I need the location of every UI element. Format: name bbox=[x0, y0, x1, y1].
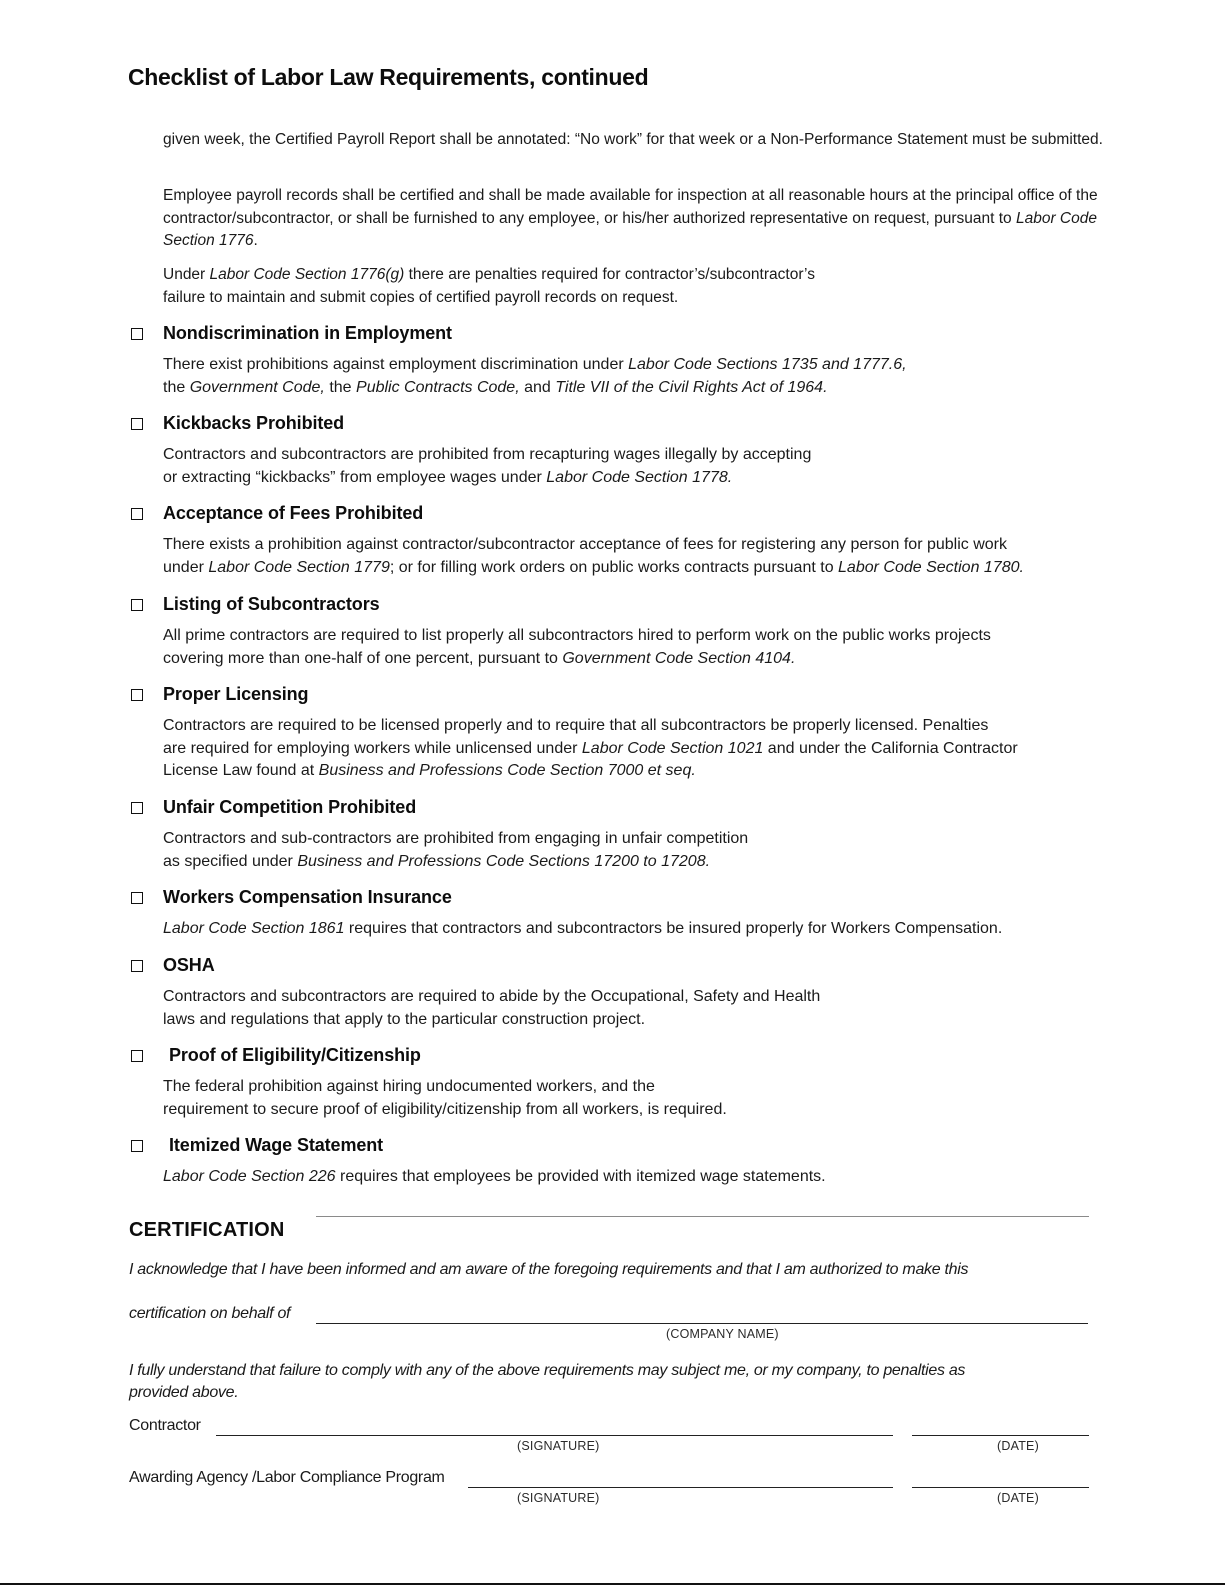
checklist-item bbox=[128, 887, 1108, 941]
checklist-item-description bbox=[163, 625, 1108, 670]
checklist-item bbox=[128, 594, 1108, 670]
checklist-item-title: OSHA bbox=[163, 955, 215, 975]
checklist-item-title: Itemized Wage Statement bbox=[169, 1135, 384, 1155]
contractor-date-caption: (DATE) bbox=[997, 1439, 1039, 1453]
description-text: and under the California Contractor bbox=[763, 739, 1018, 757]
checklist-item-header bbox=[128, 1135, 1108, 1159]
legal-citation: Government Code, bbox=[189, 378, 325, 396]
checklist-item-header bbox=[128, 413, 1108, 437]
checklist-item-title: Listing of Subcontractors bbox=[163, 594, 380, 614]
checklist-item bbox=[128, 1045, 1108, 1121]
checklist-item-title: Workers Compensation Insurance bbox=[163, 887, 452, 907]
checklist-item-description bbox=[163, 828, 1108, 873]
checklist-item-description bbox=[163, 1166, 1108, 1189]
intro-paragraph-3-citation: Labor Code Section 1776(g) bbox=[209, 266, 405, 283]
contractor-signature-field[interactable] bbox=[216, 1435, 893, 1436]
checklist-checkbox[interactable] bbox=[131, 802, 143, 814]
checklist-item-description bbox=[163, 444, 1108, 489]
contractor-label: Contractor bbox=[129, 1417, 201, 1434]
intro-paragraph-2-end: . bbox=[253, 232, 258, 249]
checklist-item-header bbox=[128, 594, 1108, 618]
legal-citation: Labor Code Section 1861 bbox=[163, 920, 345, 937]
description-text: License Law found at bbox=[163, 762, 319, 779]
legal-citation: Labor Code Section 1779 bbox=[208, 558, 390, 576]
checklist-item-title: Proper Licensing bbox=[163, 684, 309, 704]
checklist-item-header bbox=[128, 684, 1108, 708]
checklist-item-header bbox=[128, 1045, 1108, 1069]
description-text: the bbox=[163, 378, 190, 396]
checklist-item bbox=[128, 323, 1108, 399]
intro-paragraph-2 bbox=[163, 185, 1108, 253]
checklist-item-description bbox=[163, 354, 1108, 399]
checklist-item-header bbox=[128, 797, 1108, 821]
certification-title: CERTIFICATION bbox=[129, 1219, 285, 1241]
checklist-item-description bbox=[163, 986, 1108, 1031]
description-text: the bbox=[324, 378, 357, 396]
checklist-item bbox=[128, 955, 1108, 1031]
description-text: There exists a prohibition against contractor/subcontractor acceptance of fees for registering any person for public work bbox=[163, 536, 1007, 553]
legal-citation: Title VII of the Civil Rights Act of 1964. bbox=[555, 378, 828, 396]
checklist-checkbox[interactable] bbox=[131, 418, 143, 430]
certification-behalf-label: certification on behalf of bbox=[129, 1305, 291, 1322]
company-name-field[interactable] bbox=[316, 1323, 1088, 1324]
checklist-item bbox=[128, 503, 1108, 579]
page-title: Checklist of Labor Law Requirements, continued bbox=[128, 64, 649, 90]
checklist-checkbox[interactable] bbox=[131, 1140, 143, 1152]
legal-citation: Business and Professions Code Section 7000 et seq. bbox=[318, 762, 696, 779]
legal-citation: Labor Code Section 226 bbox=[163, 1168, 336, 1185]
legal-citation: Labor Code Sections 1735 and 1777.6, bbox=[628, 356, 907, 373]
agency-date-field[interactable] bbox=[912, 1487, 1089, 1488]
certification-divider bbox=[316, 1216, 1089, 1217]
description-text: and bbox=[519, 378, 556, 396]
description-text: The federal prohibition against hiring undocumented workers, and the bbox=[163, 1078, 655, 1095]
checklist-checkbox[interactable] bbox=[131, 599, 143, 611]
checklist-checkbox[interactable] bbox=[131, 960, 143, 972]
checklist-item-title: Nondiscrimination in Employment bbox=[163, 323, 452, 343]
checklist-item-title: Unfair Competition Prohibited bbox=[163, 797, 417, 817]
checklist-item bbox=[128, 413, 1108, 489]
description-text: under bbox=[163, 558, 209, 576]
certification-understand-line2: provided above. bbox=[129, 1384, 239, 1401]
description-text: as specified under bbox=[163, 852, 298, 870]
description-text: All prime contractors are required to list properly all subcontractors hired to perform work on the public works projects bbox=[163, 627, 991, 644]
checklist-item-description bbox=[163, 534, 1108, 579]
intro-paragraph-2-text: Employee payroll records shall be certified and shall be made available for inspection at all reasonable hours at the principal office of the contractor/subcontractor, or shall be furnished to any employee, or his/her authorized representative on request, pursuant to bbox=[163, 187, 1098, 227]
checklist-checkbox[interactable] bbox=[131, 328, 143, 340]
intro-paragraph-2-citation: Labor Code Section 1776 bbox=[163, 209, 1097, 249]
intro-paragraph-3-pre: Under bbox=[163, 266, 210, 283]
description-text: There exist prohibitions against employment discrimination under bbox=[163, 356, 629, 373]
checklist-item-header bbox=[128, 323, 1108, 347]
certification-understand-text bbox=[129, 1360, 965, 1404]
legal-citation: Labor Code Section 1780. bbox=[838, 558, 1024, 576]
checklist-checkbox[interactable] bbox=[131, 892, 143, 904]
checklist-item-description bbox=[163, 918, 1108, 941]
description-text: Contractors and sub-contractors are prohibited from engaging in unfair competition bbox=[163, 830, 749, 847]
agency-date-caption: (DATE) bbox=[997, 1491, 1039, 1505]
description-text: ; or for filling work orders on public works contracts pursuant to bbox=[389, 558, 839, 576]
description-text: Contractors are required to be licensed properly and to require that all subcontractors be properly licensed. Penalties bbox=[163, 717, 989, 734]
description-text: Contractors and subcontractors are prohibited from recapturing wages illegally by accepting bbox=[163, 446, 812, 463]
company-name-caption: (COMPANY NAME) bbox=[666, 1327, 779, 1341]
checklist-item-header bbox=[128, 503, 1108, 527]
legal-citation: Government Code Section 4104. bbox=[562, 649, 796, 667]
description-text: laws and regulations that apply to the particular construction project. bbox=[163, 1010, 646, 1028]
checklist-item-description bbox=[163, 1076, 1108, 1121]
contractor-date-field[interactable] bbox=[912, 1435, 1089, 1436]
description-text: Contractors and subcontractors are required to abide by the Occupational, Safety and Health bbox=[163, 988, 821, 1005]
checklist-item-header bbox=[128, 955, 1108, 979]
legal-citation: Business and Professions Code Sections 17200 to 17208. bbox=[297, 852, 711, 870]
intro-paragraph-3 bbox=[163, 264, 1108, 309]
intro-paragraph-3-text: there are penalties required for contractor’s/subcontractor’s bbox=[404, 266, 815, 283]
checklist-item-title: Proof of Eligibility/Citizenship bbox=[169, 1045, 421, 1065]
agency-signature-caption: (SIGNATURE) bbox=[517, 1491, 600, 1505]
description-text: are required for employing workers while unlicensed under bbox=[163, 739, 582, 757]
intro-paragraph-1 bbox=[163, 129, 1108, 152]
intro-paragraph-1-text: given week, the Certified Payroll Report shall be annotated: “No work” for that week or a Non-Performance Statement must be submitted. bbox=[163, 131, 1103, 148]
checklist-item bbox=[128, 797, 1108, 873]
intro-paragraph-3-line2: failure to maintain and submit copies of certified payroll records on request. bbox=[163, 288, 679, 306]
checklist-checkbox[interactable] bbox=[131, 689, 143, 701]
description-text: or extracting “kickbacks” from employee wages under bbox=[163, 468, 547, 486]
checklist-item-header bbox=[128, 887, 1108, 911]
checklist-item-title: Acceptance of Fees Prohibited bbox=[163, 503, 424, 523]
checklist-item-title: Kickbacks Prohibited bbox=[163, 413, 345, 433]
legal-citation: Labor Code Section 1021 bbox=[581, 739, 764, 757]
description-text: requirement to secure proof of eligibility/citizenship from all workers, is required. bbox=[163, 1100, 727, 1118]
description-text: covering more than one-half of one percent, pursuant to bbox=[163, 649, 563, 667]
checklist-item bbox=[128, 684, 1108, 783]
checklist-checkbox[interactable] bbox=[131, 508, 143, 520]
checklist-item-description bbox=[163, 715, 1108, 783]
description-text: requires that contractors and subcontractors be insured properly for Workers Compensation. bbox=[344, 920, 1003, 937]
description-text: requires that employees be provided with itemized wage statements. bbox=[335, 1168, 826, 1185]
agency-signature-field[interactable] bbox=[468, 1487, 893, 1488]
certification-understand-line1: I fully understand that failure to comply with any of the above requirements may subject me, or my company, to penalties as bbox=[129, 1362, 966, 1379]
checklist-checkbox[interactable] bbox=[131, 1050, 143, 1062]
checklist-item bbox=[128, 1135, 1108, 1189]
agency-label: Awarding Agency /Labor Compliance Program bbox=[129, 1469, 445, 1486]
legal-citation: Public Contracts Code, bbox=[356, 378, 520, 396]
legal-citation: Labor Code Section 1778. bbox=[546, 468, 733, 486]
certification-acknowledge-text: I acknowledge that I have been informed and am aware of the foregoing requirements and that I am authorized to make this bbox=[129, 1261, 969, 1278]
contractor-signature-caption: (SIGNATURE) bbox=[517, 1439, 600, 1453]
